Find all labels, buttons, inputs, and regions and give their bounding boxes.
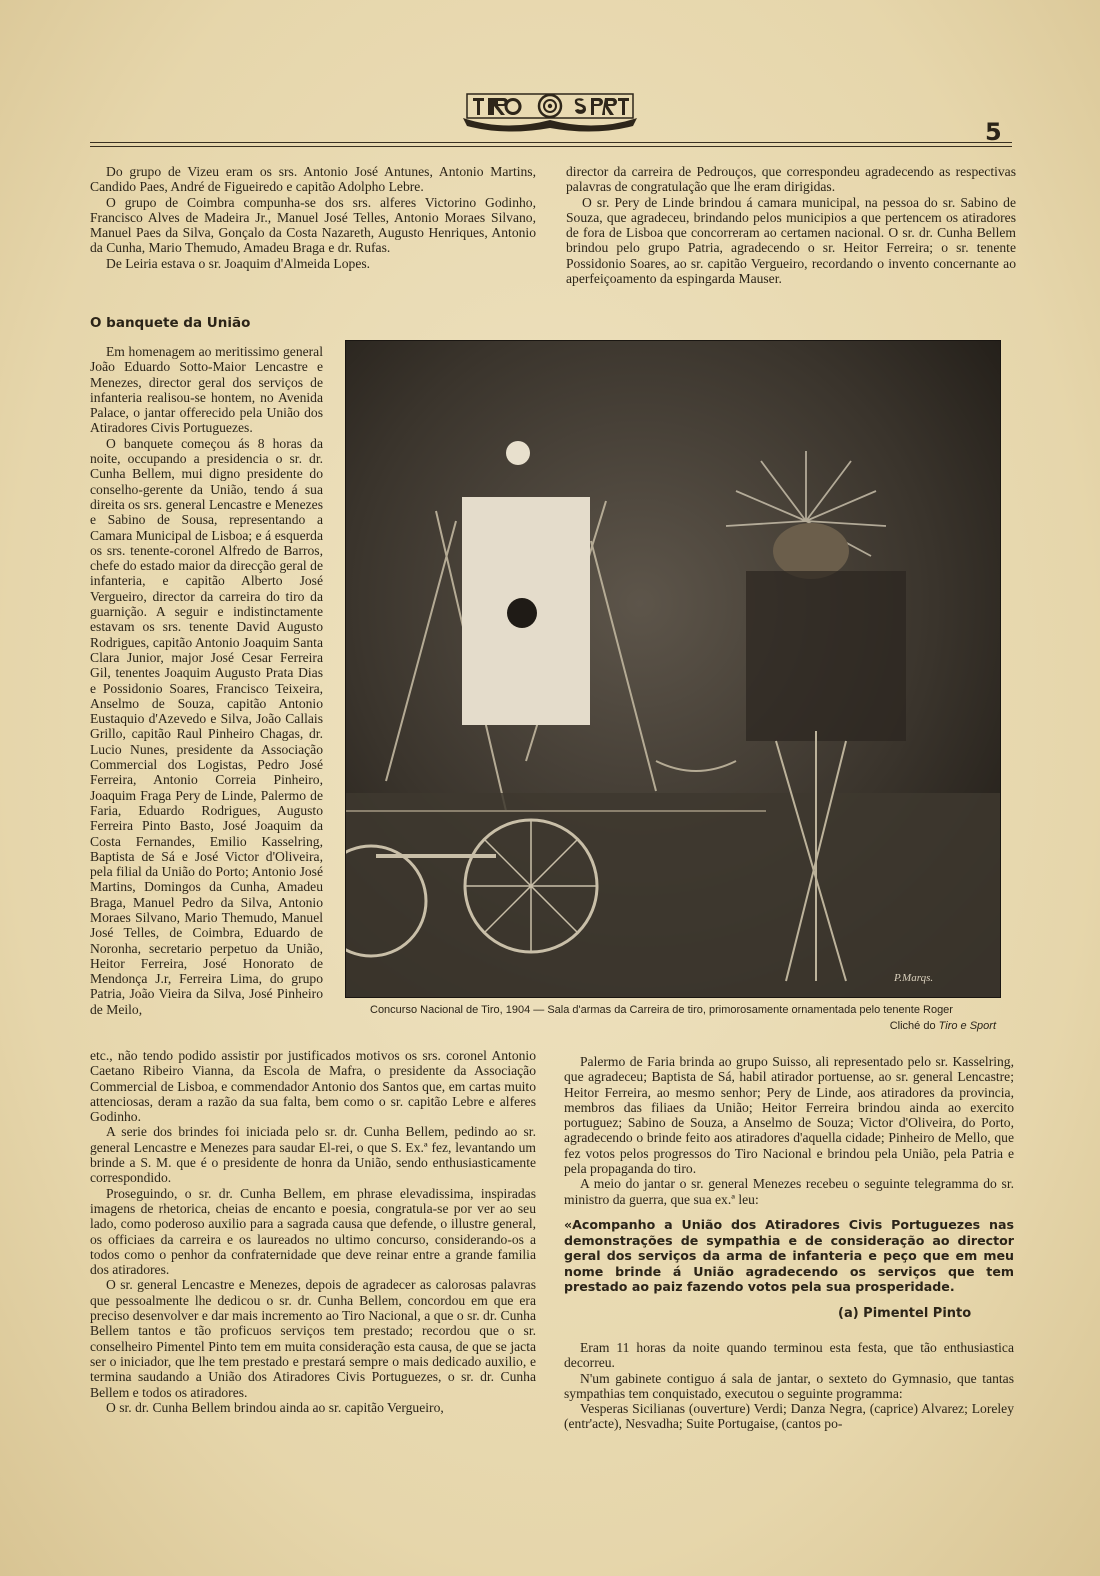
credit-prefix: Cliché do: [889, 1020, 936, 1032]
top-left-column: [90, 164, 536, 271]
crest: [773, 523, 849, 579]
top-right-column: [566, 164, 1016, 286]
narrow-column: [90, 344, 323, 1017]
paragraph: Do grupo de Vizeu eram os srs. Antonio José Antunes, Antonio Martins, Candido Paes, André de Figueiredo e capitão Adolpho Lebre.: [90, 164, 536, 195]
paragraph: De Leiria estava o sr. Joaquim d'Almeida Lopes.: [106, 255, 371, 271]
page-number: 5: [985, 118, 1002, 146]
paragraph: O banquete começou ás 8 horas da noite, occupando a presidencia o sr. dr. Cunha Bellem, mui digno presidente do conselho-gerente da União, tendo á sua direita os srs. general Lencastre e Menezes e Sabino de Sousa, representando a Camara Municipal de Lisboa; e á esquerda os srs. tenente-coronel Alfredo de Barros, chefe do estado maior da direcção geral de infanteria, e capitão Alberto José Vergueiro, director da carreira do tiro da guarnição. A seguir e indistinctamente estavam os srs. tenente David Augusto Rodrigues, capitão Antonio Joaquim Santa Clara Junior, major José Cesar Ferreira Gil, tenentes Joaquim Augusto Prata Dias e Possidonio Soares, Francisco Teixeira, Anselmo de Souza, capitão Antonio Eustaquio d'Azevedo e Silva, João Callais Grillo, capitão Raul Pinheiro Chagas, dr. Lucio Nunes, presidente da Associação Commercial dos Logistas, Pedro José Ferreira, Antonio Correia Pinheiro, Joaquim Fraga Pery de Linde, Palermo de Faria, Eduardo Rodrigues, Augusto Ferreira Pinto Basto, José Joaquim da Costa Fernandes, Emilio Kasselring, Baptista de Sá e José Victor d'Oliveira, pela filial da União do Porto; Antonio José Martins, Domingos da Cunha, Amadeu Braga, Manuel Pedro da Silva, Antonio Moraes Silvano, Mario Themudo, Manuel José Telles, de Coimbra, Eduardo de Noronha, secretario perpetuo da União, Heitor Ferreira, José Honorato de Mendonça J.r, Ferreira Lima, do grupo Patria, João Vieira da Silva, José Pinheiro de Meilo,: [90, 435, 323, 1017]
paragraph: Eram 11 horas da noite quando terminou esta festa, que tão enthusiastica decorreu.: [564, 1340, 1014, 1371]
bottom-right-column: [564, 1054, 1014, 1207]
paragraph: O sr. dr. Cunha Bellem brindou ainda ao sr. capitão Vergueiro,: [106, 1399, 444, 1415]
header-rule-top: [90, 142, 1012, 143]
paragraph: A meio do jantar o sr. general Menezes recebeu o seguinte telegramma do sr. ministro da guerra, que sua ex.ª leu:: [564, 1176, 1014, 1207]
paragraph: Vesperas Sicilianas (ouverture) Verdi; Danza Negra, (caprice) Alvarez; Loreley (entr'acte), Nesvadha; Suite Portugaise, (cantos po-: [564, 1401, 1014, 1432]
paragraph: A serie dos brindes foi iniciada pelo sr. dr. Cunha Bellem, pedindo ao sr. general Lencastre e Menezes para saudar El-rei, o que S. Ex.ª fez, levantando um brinde a S. M. que é o presidente de honra da União, sendo enthusiasticamente correspondido.: [90, 1124, 536, 1186]
paragraph: etc., não tendo podido assistir por justificados motivos os srs. coronel Antonio Caetano Ribeiro Vianna, da Escola de Mafra, o presidente da Associação Commercial de Lisboa, e commendador Antonio dos Santos que, em cartas muito attenciosas, deram a razão da sua falta, bem como o sr. capitão Lebre e alferes Godinho.: [90, 1048, 536, 1125]
paragraph: Proseguindo, o sr. dr. Cunha Bellem, em phrase elevadissima, inspiradas imagens de rhetorica, cheias de encanto e poesia, congratula-se por ver ao seu lado, como poderoso auxilio para a sagrada causa que defende, o illustre general, os officiaes da carreira e os laureados no ultimo concurso, considerando-os a todos como o penhor da confraternidade que deve reinar entre a grande familia dos atiradores.: [90, 1185, 536, 1278]
paragraph: director da carreira de Pedrouços, que correspondeu agradecendo as respectivas palavras de congratulação que lhe eram dirigidas.: [566, 164, 1016, 195]
credit-source: Tiro e Sport: [938, 1020, 996, 1032]
masthead-logo: [455, 88, 645, 134]
round-target-small: [506, 441, 530, 465]
photo-credit: [890, 1020, 996, 1032]
header-rule-bottom: [90, 146, 1012, 147]
bottom-right-column-end: [564, 1340, 1014, 1432]
target-bullseye: [507, 598, 537, 628]
paragraph: Em homenagem ao meritissimo general João Eduardo Sotto-Maior Lencastre e Menezes, director geral dos serviços de infanteria realisou-se hontem, no Avenida Palace, o jantar offerecido pela União dos Atiradores Civis Portuguezes.: [90, 344, 323, 436]
cabinet: [746, 571, 906, 741]
paragraph: Palermo de Faria brinda ao grupo Suisso, ali representado pelo sr. Kasselring, que agradeceu; Baptista de Sá, habil atirador portuense, ao sr. general Lencastre; Heitor Ferreira, ao mesmo senhor; Pery de Linde, aos atiradores da provincia, membros das filiaes da União; Heitor Ferreira brindou ainda ao exercito portuguez; Sabino de Souza, a Anselmo de Souza; Victor d'Oliveira, do Porto, agradecendo o brinde feito aos atiradores d'aquella cidade; Pinheiro de Mello, que fez votos pelos progressos do Tiro Nacional e brindou pela União, pela Patria e pela propaganda do tiro.: [564, 1054, 1014, 1177]
paragraph: O sr. Pery de Linde brindou á camara municipal, na pessoa do sr. Sabino de Souza, que agradeceu, brindando pelos municipios a que pertencem os atiradores de fora de Lisboa que concorreram ao certamen nacional. O sr. dr. Cunha Bellem brindou pelo grupo Patria, agradecendo o sr. Heitor Ferreira; o sr. tenente Possidonio Soares, ao sr. capitão Vergueiro, recordando o invento concernante ao aperfeiçoamento da espingarda Mauser.: [566, 194, 1016, 287]
photo-caption: Concurso Nacional de Tiro, 1904 — Sala d'armas da Carreira de tiro, primorosamente ornamentada pelo tenente Roger: [370, 1004, 953, 1016]
telegram-text: «Acompanho a União dos Atiradores Civis Portuguezes nas demonstrações de sympathia e de consideração ao director geral dos serviços da arma de infanteria e peço que em meu nome brinde á União agradecendo os serviços que tem prestado ao paiz fazendo votos pela sua prosperidade.: [564, 1217, 1014, 1294]
paragraph: O sr. general Lencastre e Menezes, depois de agradecer as calorosas palavras que pessoalmente lhe dedicou o sr. dr. Cunha Bellem, concordou em que era preciso desenvolver e dar mais incremento ao Tiro Nacional, a que o sr. dr. Cunha Bellem tantos e tão proficuos serviços tem prestado; recordou que o sr. conselheiro Pimentel Pinto tem em muita consideração esta causa, de que se jacta ser o iniciador, que lhe tem prestado e prestará sempre o mais dedicado auxilio, e termina saudando a União dos Atiradores Civis Portuguezes, o sr. dr. Cunha Bellem e todos os atiradores.: [90, 1277, 536, 1400]
armory-photo: [345, 340, 1001, 998]
artist-signature: P.Marqs.: [894, 972, 934, 984]
paragraph: O grupo de Coimbra compunha-se dos srs. alferes Victorino Godinho, Francisco Alves de Madeira Jr., Manuel José Telles, Antonio Moraes Silvano, Manuel Paes da Silva, Gonçalo da Costa Nazareth, Augusto Henriques, Antonio da Cunha, Mario Themudo, Amadeu Braga e dr. Rufas.: [90, 194, 536, 256]
section-heading: O banquete da União: [90, 315, 251, 331]
telegram-signature: (a) Pimentel Pinto: [838, 1306, 972, 1321]
bottom-left-column: [90, 1048, 536, 1415]
paragraph: N'um gabinete contiguo á sala de jantar, o sexteto do Gymnasio, que tantas sympathias tem conquistado, executou o seguinte programma:: [564, 1370, 1014, 1401]
